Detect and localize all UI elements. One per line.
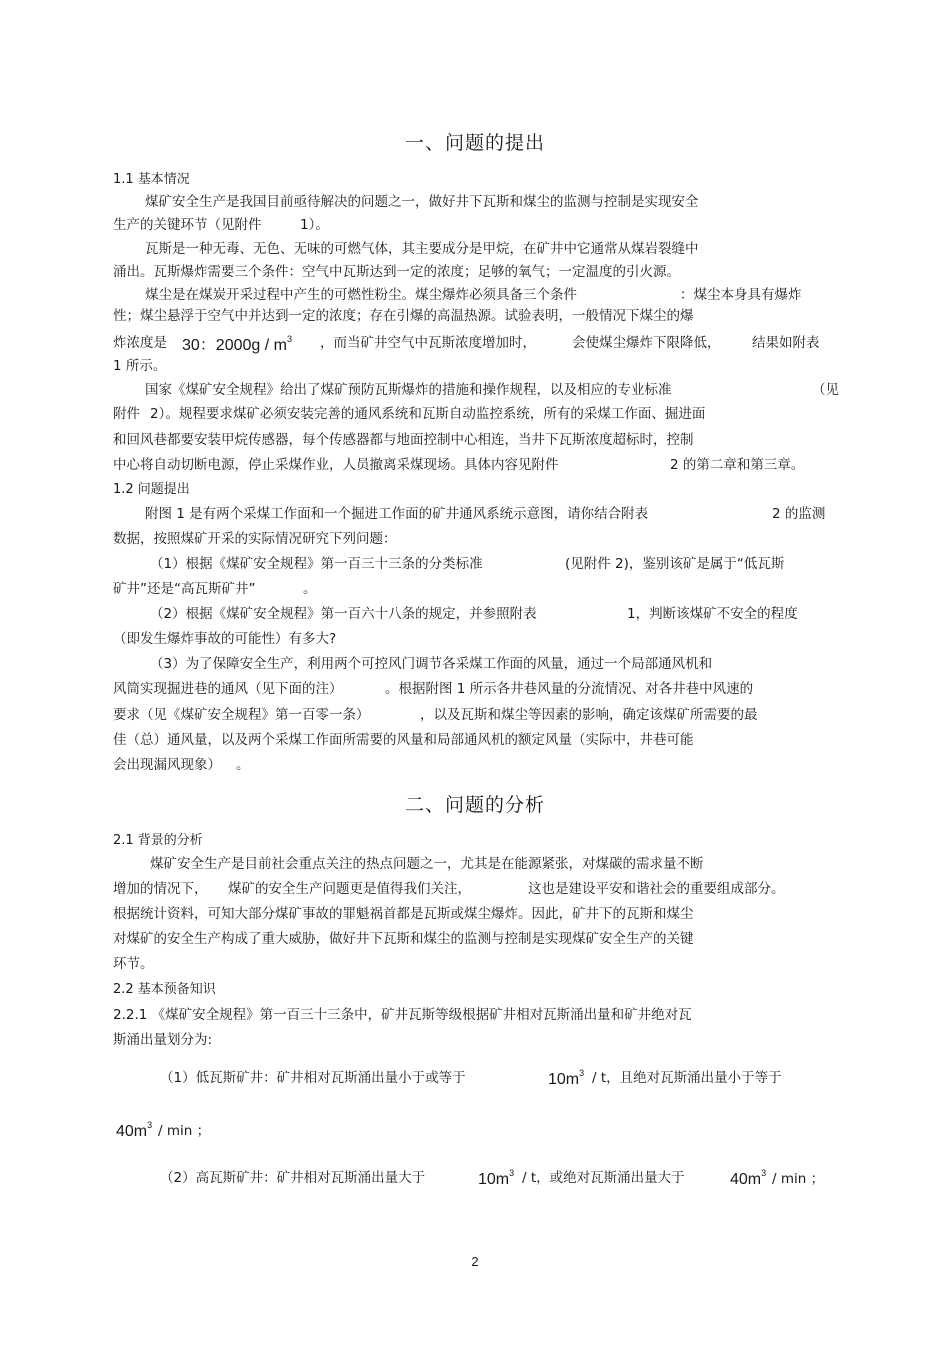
criterion-2-line: （2）高瓦斯矿井：矿井相对瓦斯涌出量大于 [160, 1170, 426, 1186]
paragraph-line: 根据统计资料，可知大部分煤矿事故的罪魁祸首都是瓦斯或煤尘爆炸。因此，矿井下的瓦斯和煤尘 [113, 906, 694, 922]
paragraph-line: 2.2.1 《煤矿安全规程》第一百三十三条中，矿井瓦斯等级根据矿井相对瓦斯涌出量和矿井绝对瓦 [113, 1007, 692, 1023]
question-2-line: 1，判断该煤矿不安全的程度 [627, 606, 798, 622]
criterion-2-line: / min ； [772, 1171, 825, 1187]
formula-40m3-per-min: $40m^3$ [730, 1168, 767, 1188]
paragraph-line: 附图 1 是有两个采煤工作面和一个掘进工作面的矿井通风系统示意图，请你结合附表 [145, 506, 649, 522]
formula-40m3-per-min: $40m^3$ [116, 1120, 153, 1140]
question-1-line: 矿井”还是“高瓦斯矿井” [113, 581, 256, 597]
criterion-1-line: （1）低瓦斯矿井：矿井相对瓦斯涌出量小于或等于 [160, 1070, 466, 1086]
paragraph-line: 会使煤尘爆炸下限降低， [572, 335, 721, 351]
paragraph-line: 对煤矿的安全生产构成了重大威胁，做好井下瓦斯和煤尘的监测与控制是实现煤矿安全生产的关键 [113, 931, 694, 947]
paragraph-line: 数据，按照煤矿开采的实际情况研究下列问题： [113, 531, 397, 547]
paragraph-line: 涌出。瓦斯爆炸需要三个条件：空气中瓦斯达到一定的浓度；足够的氧气；一定温度的引火源。 [113, 264, 680, 280]
paragraph-line: 瓦斯是一种无毒、无色、无味的可燃气体，其主要成分是甲烷，在矿井中它通常从煤岩裂缝中 [145, 241, 699, 257]
paragraph-line: 和回风巷都要安装甲烷传感器，每个传感器都与地面控制中心相连，当井下瓦斯浓度超标时，控制 [113, 432, 694, 448]
formula-10m3-per-t: $10m^3$ [548, 1068, 585, 1088]
criterion-1-line: / t，且绝对瓦斯涌出量小于等于 [592, 1070, 782, 1086]
section-heading-1: 一、问题的提出 [404, 132, 545, 154]
formula-dust-concentration: 30：$2000g / m^3$ [182, 334, 292, 354]
question-1-line: （1）根据《煤矿安全规程》第一百三十三条的分类标准 [150, 556, 483, 572]
paragraph-line: 2 的第二章和第三章。 [670, 457, 805, 473]
question-3-line: ，以及瓦斯和煤尘等因素的影响，确定该煤矿所需要的最 [420, 707, 758, 723]
question-3-line: 。 [236, 757, 250, 773]
paragraph-line: 煤矿安全生产是目前社会重点关注的热点问题之一，尤其是在能源紧张，对煤碳的需求量不断 [150, 856, 704, 872]
paragraph-line: 增加的情况下， [113, 881, 208, 897]
page-number: 2 [471, 1254, 479, 1269]
paragraph-line: 中心将自动切断电源，停止采煤作业，人员撤离采煤现场。具体内容见附件 [113, 457, 559, 473]
paragraph-line: ，而当矿井空气中瓦斯浓度增加时， [320, 335, 536, 351]
section-heading-2: 二、问题的分析 [404, 794, 545, 816]
paragraph-line: 环节。 [113, 956, 154, 972]
question-3-line: 会出现漏风现象） [113, 757, 221, 773]
paragraph-line: 1 所示。 [113, 358, 167, 374]
paragraph-line: 煤矿的安全生产问题更是值得我们关注， [228, 881, 471, 897]
paragraph-line: 性；煤尘悬浮于空气中并达到一定的浓度；存在引爆的高温热源。试验表明，一般情况下煤尘的爆 [113, 308, 694, 324]
question-3-line: 。根据附图 1 所示各井巷风量的分流情况、对各井巷中风速的 [385, 681, 754, 697]
paragraph-line: 煤矿安全生产是我国目前亟待解决的问题之一，做好井下瓦斯和煤尘的监测与控制是实现安全 [145, 194, 699, 210]
paragraph-line: 炸浓度是 [113, 335, 167, 351]
question-1-line: 。 [303, 581, 317, 597]
question-2-line: （即发生爆炸事故的可能性）有多大? [113, 631, 337, 647]
paragraph-line: 附件 [113, 406, 140, 422]
subsection-title-1-1: 1.1 基本情况 [113, 172, 190, 187]
paragraph-line: 这也是建设平安和谐社会的重要组成部分。 [528, 881, 785, 897]
question-2-line: （2）根据《煤矿安全规程》第一百六十八条的规定，并参照附表 [150, 606, 537, 622]
question-3-line: 风筒实现掘进巷的通风（见下面的注） [113, 681, 343, 697]
paragraph-line: ：煤尘本身具有爆炸 [680, 287, 802, 303]
paragraph-line: 生产的关键环节（见附件 [113, 217, 262, 233]
paragraph-line: 2 的监测 [772, 506, 826, 522]
paragraph-line: 结果如附表 [752, 335, 820, 351]
subsection-title-2-1: 2.1 背景的分析 [113, 833, 203, 848]
paragraph-line: 斯涌出量划分为: [113, 1032, 213, 1048]
paragraph-line: 2）。规程要求煤矿必须安装完善的通风系统和瓦斯自动监控系统，所有的采煤工作面、掘进面 [150, 406, 706, 422]
question-1-line: (见附件 2)，鉴别该矿是属于“低瓦斯 [565, 556, 785, 572]
question-3-line: 要求（见《煤矿安全规程》第一百零一条） [113, 707, 370, 723]
subsection-title-2-2: 2.2 基本预备知识 [113, 982, 216, 997]
paragraph-line: （见 [812, 382, 839, 398]
question-3-line: （3）为了保障安全生产，利用两个可控风门调节各采煤工作面的风量，通过一个局部通风机和 [150, 656, 713, 672]
paragraph-line: 国家《煤矿安全规程》给出了煤矿预防瓦斯爆炸的措施和操作规程，以及相应的专业标准 [145, 382, 672, 398]
question-3-line: 佳（总）通风量，以及两个采煤工作面所需要的风量和局部通风机的额定风量（实际中，井巷可能 [113, 732, 694, 748]
formula-10m3-per-t: $10m^3$ [478, 1168, 515, 1188]
criterion-1-line: / min ； [158, 1123, 211, 1139]
subsection-title-1-2: 1.2 问题提出 [113, 482, 190, 497]
criterion-2-line: / t，或绝对瓦斯涌出量大于 [522, 1170, 685, 1186]
paragraph-line: 煤尘是在煤炭开采过程中产生的可燃性粉尘。煤尘爆炸必须具备三个条件 [145, 287, 577, 303]
paragraph-line: 1）。 [300, 217, 329, 233]
